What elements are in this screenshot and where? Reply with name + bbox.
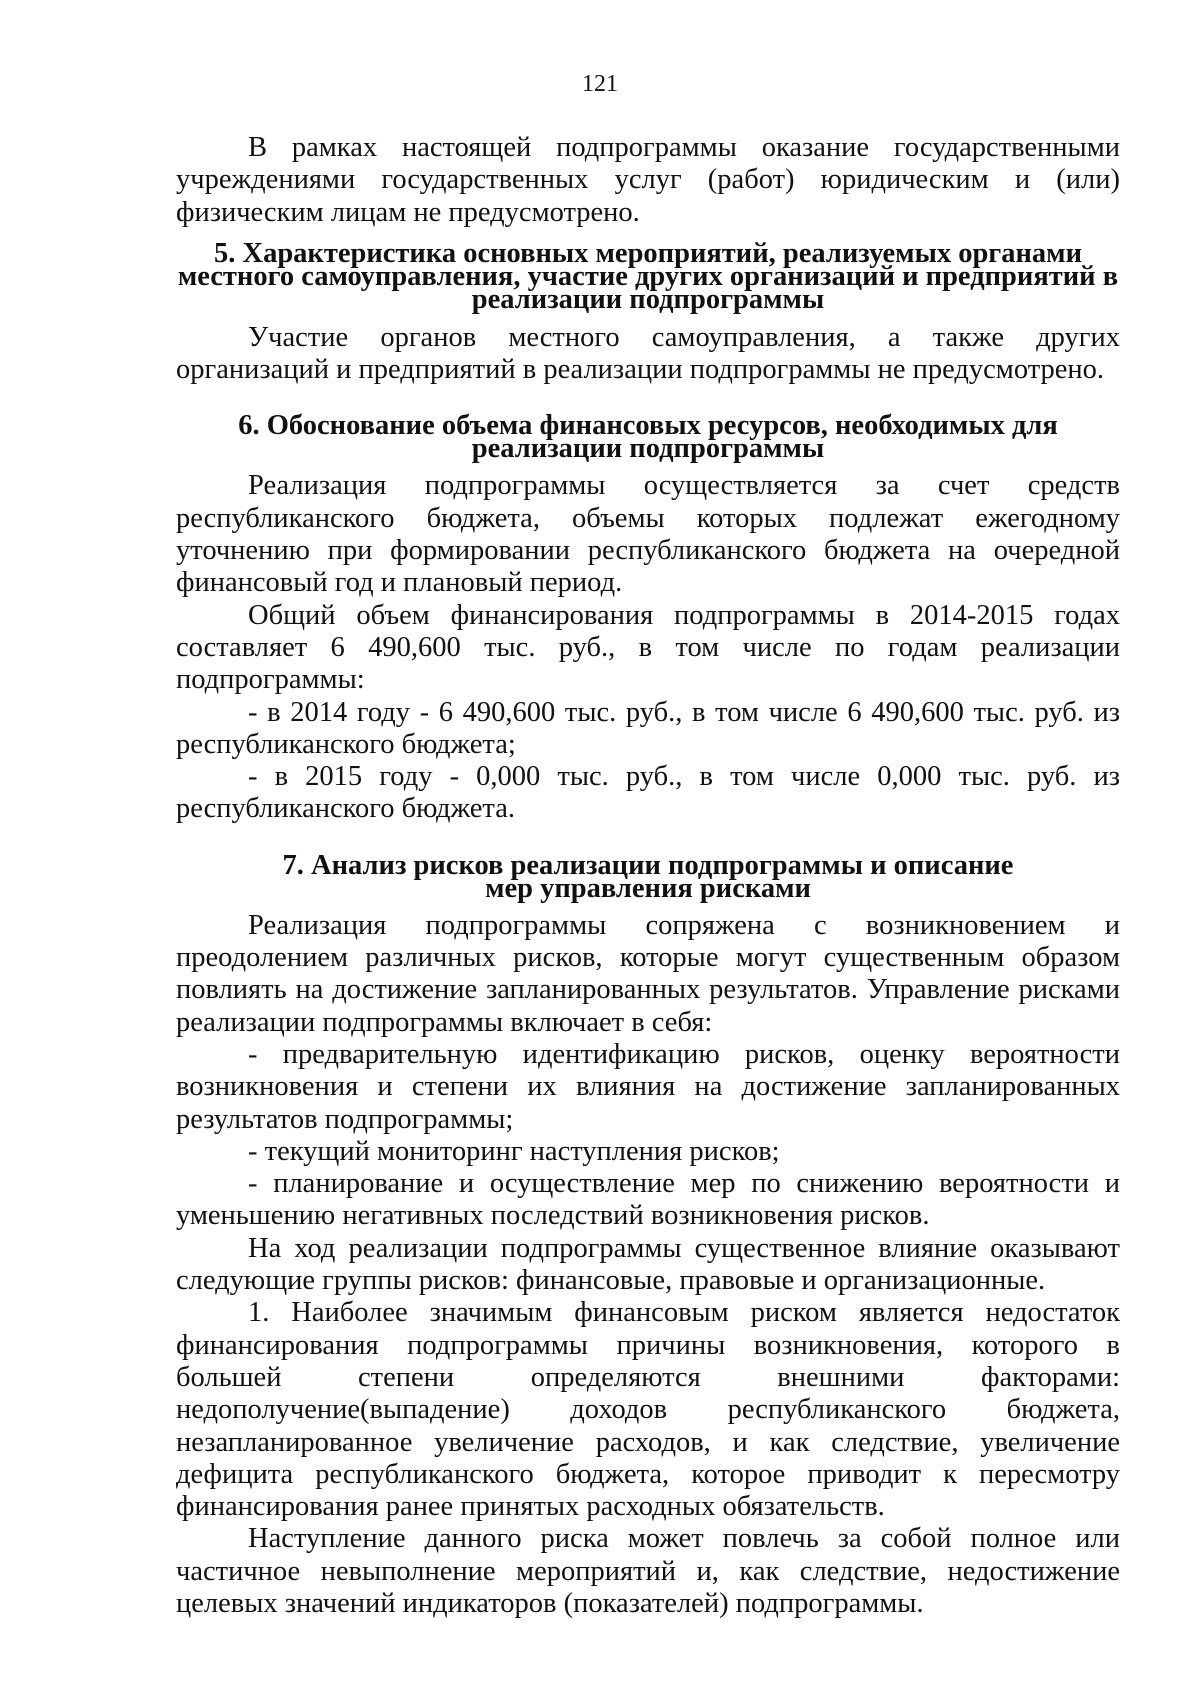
page-number: 121 [582,71,618,97]
section-6-paragraph: Общий объем финансирования подпрограммы в 2014-2015 годах составляет 6 490,600 тыс. руб., в том числе по годам реализации подпрограммы: [176,599,1120,696]
section-5-title-line-1: 5. Характеристика основных мероприятий, реализуемых органами [214,237,1082,269]
section-5-title-line-3: реализации подпрограммы [471,283,825,315]
section-7-paragraph: На ход реализации подпрограммы существенное влияние оказывают следующие группы рисков: финансовые, правовые и организационные. [176,1232,1120,1297]
section-7-title-line-2: мер управления рисками [485,872,811,904]
section-7-title [176,849,1120,904]
section-6-title [176,410,1120,465]
section-7-list-item: - планирование и осуществление мер по снижению вероятности и уменьшению негативных последствий возникновения рисков. [176,1168,1120,1232]
section-7-paragraph: Наступление данного риска может повлечь за собой полное или частичное невыполнение мероприятий и, как следствие, недостижение целевых значений индикаторов (показателей) подпрограммы. [176,1523,1120,1619]
section-6-list-item: - в 2014 году - 6 490,600 тыс. руб., в том числе 6 490,600 тыс. руб. из республиканского бюджета; [176,696,1120,760]
section-7-paragraph: Реализация подпрограммы сопряжена с возникновением и преодолением различных рисков, которые могут существенным образом повлиять на достижение запланированных результатов. Управление рисками реализации подпрограммы включает в себя: [176,909,1120,1038]
section-5-title [176,237,1120,315]
section-7-list-item: - текущий мониторинг наступления рисков; [248,1135,780,1167]
intro-paragraph: В рамках настоящей подпрограммы оказание государственными учреждениями государственных услуг (работ) юридическим и (или) физическим лицам не предусмотрено. [176,132,1120,228]
section-6-paragraph: Реализация подпрограммы осуществляется за счет средств республиканского бюджета, объемы которых подлежат ежегодному уточнению при формировании республиканского бюджета на очередной финансовый год и плановый период. [176,470,1120,599]
section-5-paragraph: Участие органов местного самоуправления, а также других организаций и предприятий в реализации подпрограммы не предусмотрено. [176,321,1120,386]
section-5-title-line-2: местного самоуправления, участие других организаций и предприятий в [177,260,1119,292]
section-7-list-item: - предварительную идентификацию рисков, оценку вероятности возникновения и степени их влияния на достижение запланированных результатов подпрограммы; [176,1038,1120,1135]
section-6-list-item: - в 2015 году - 0,000 тыс. руб., в том числе 0,000 тыс. руб. из республиканского бюджета. [176,761,1120,825]
section-6-title-line-1: 6. Обоснование объема финансовых ресурсов, необходимых для [238,410,1058,442]
section-6-title-line-2: реализации подпрограммы [471,433,825,465]
section-7-title-line-1: 7. Анализ рисков реализации подпрограммы и описание [282,849,1014,881]
section-7-paragraph: 1. Наиболее значимым финансовым риском является недостаток финансирования подпрограммы причины возникновения, которого в большей степени определяются внешними факторами: недополучение(выпадение) доходов республиканского бюджета, незапланированное увеличение расходов, и как следствие, увеличение дефицита республиканского бюджета, которое приводит к пересмотру финансирования ранее принятых расходных обязательств. [176,1297,1120,1523]
page-content [176,132,1120,1620]
